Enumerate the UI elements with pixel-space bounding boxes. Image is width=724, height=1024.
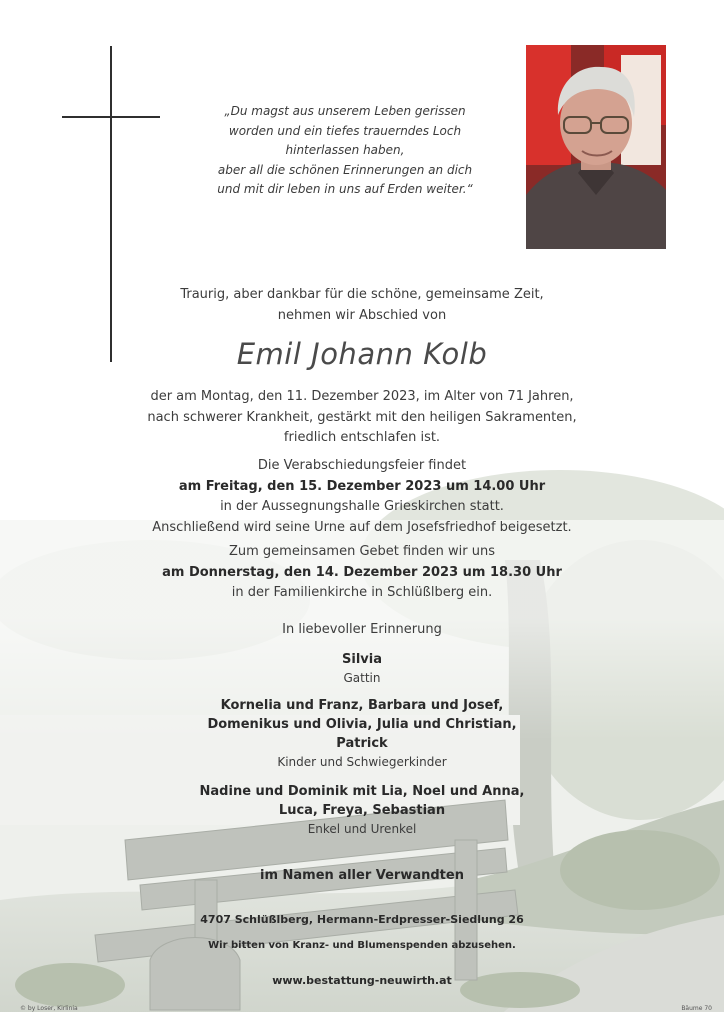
- prayer-date: am Donnerstag, den 14. Dezember 2023 um 18.30 Uhr: [162, 564, 562, 580]
- image-credit-right: Bäume 70: [681, 1005, 712, 1012]
- family-names: Nadine und Dominik mit Lia, Noel und Anna,: [199, 784, 525, 799]
- memory-label: In liebevoller Erinnerung: [282, 622, 442, 637]
- relatives-line: im Namen aller Verwandten: [260, 868, 464, 883]
- family-names: Patrick: [336, 736, 388, 751]
- family-names: Luca, Freya, Sebastian: [278, 803, 446, 818]
- details-line: nach schwerer Krankheit, gestärkt mit den heiligen Sakramenten,: [147, 409, 577, 425]
- ceremony-line: Anschließend wird seine Urne auf dem Josefsfriedhof beigesetzt.: [152, 519, 572, 535]
- quote-line: hinterlassen haben,: [285, 143, 405, 157]
- family-names: Silvia: [342, 652, 382, 667]
- family-group-spouse: [0, 650, 724, 688]
- quote-line: worden und ein tiefes trauerndes Loch: [228, 123, 462, 138]
- family-role: Gattin: [343, 671, 381, 685]
- details-line: friedlich entschlafen ist.: [283, 430, 441, 445]
- prayer-line: in der Familienkirche in Schlüßlberg ein.: [231, 585, 493, 600]
- quote-line: aber all die schönen Erinnerungen an dich: [217, 162, 473, 177]
- image-credit-left: © by Loser, Kirlinia: [20, 1005, 78, 1012]
- quote-line: und mit dir leben in uns auf Erden weiter.“: [217, 182, 473, 196]
- ceremony-line: Die Verabschiedungsfeier findet: [257, 458, 467, 473]
- intro-line: nehmen wir Abschied von: [277, 307, 447, 323]
- quote-line: „Du magst aus unserem Leben gerissen: [224, 104, 466, 118]
- deceased-name: Emil Johann Kolb: [236, 337, 488, 371]
- death-details: [0, 387, 724, 449]
- family-names: Kornelia und Franz, Barbara und Josef,: [220, 698, 504, 713]
- cross-horizontal-bar: [62, 116, 160, 118]
- ceremony-date: am Freitag, den 15. Dezember 2023 um 14.00 Uhr: [178, 478, 546, 494]
- memorial-quote: [200, 102, 490, 200]
- family-group-grandchildren: [0, 782, 724, 839]
- intro-text: [0, 285, 724, 326]
- website-link[interactable]: www.bestattung-neuwirth.at: [272, 974, 452, 987]
- address-line: 4707 Schlüßlberg, Hermann-Erdpresser-Siedlung 26: [200, 913, 524, 926]
- intro-line: Traurig, aber dankbar für die schöne, gemeinsame Zeit,: [180, 287, 544, 302]
- ceremony-info: [0, 456, 724, 538]
- family-group-children: [0, 696, 724, 772]
- donation-notice: Wir bitten von Kranz- und Blumenspenden abzusehen.: [208, 940, 516, 951]
- ceremony-line: in der Aussegnungshalle Grieskirchen statt.: [220, 499, 504, 514]
- family-role: Enkel und Urenkel: [307, 822, 417, 836]
- prayer-info: [0, 542, 724, 604]
- prayer-line: Zum gemeinsamen Gebet finden wir uns: [228, 544, 496, 559]
- family-role: Kinder und Schwiegerkinder: [277, 755, 447, 769]
- family-names: Domenikus und Olivia, Julia und Christian,: [207, 717, 517, 732]
- details-line: der am Montag, den 11. Dezember 2023, im Alter von 71 Jahren,: [150, 389, 574, 404]
- portrait-photo: [526, 45, 666, 249]
